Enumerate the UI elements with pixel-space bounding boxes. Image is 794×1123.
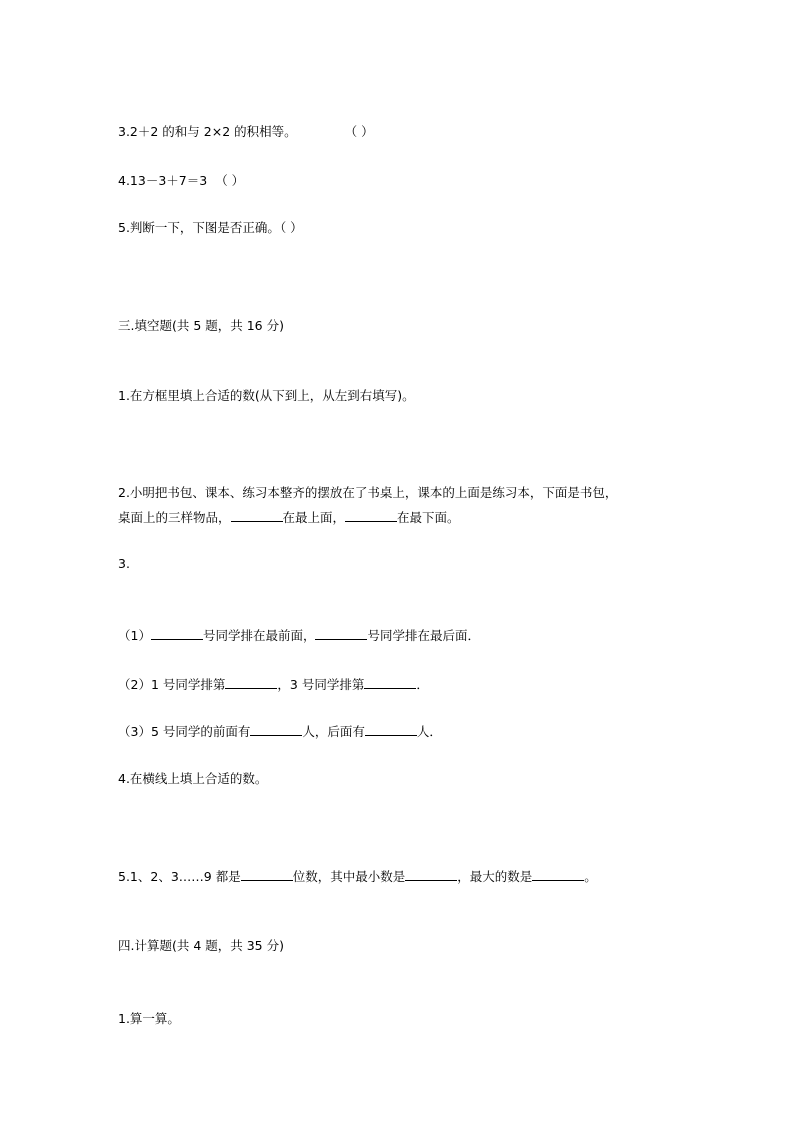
text: 在最下面。 <box>397 510 460 525</box>
text: 桌面上的三样物品， <box>118 510 231 525</box>
answer-blank[interactable] <box>241 868 293 881</box>
answer-blank[interactable] <box>151 627 203 640</box>
text: （3）5 号同学的前面有 <box>118 724 251 739</box>
text: 5.1、2、3……9 都是 <box>118 869 241 884</box>
fill-question-3-sub-2 <box>118 676 429 693</box>
answer-blank[interactable] <box>250 723 302 736</box>
fill-question-3-sub-3 <box>118 723 442 740</box>
answer-blank[interactable] <box>405 868 457 881</box>
answer-blank[interactable] <box>345 509 397 522</box>
section-3-heading: 三.填空题(共 5 题，共 16 分) <box>118 318 284 333</box>
fill-question-5 <box>118 868 597 885</box>
answer-blank[interactable] <box>315 627 367 640</box>
text: ，最大的数是 <box>457 869 533 884</box>
question-5-true-false <box>118 220 303 236</box>
text: 人，后面有 <box>302 724 365 739</box>
answer-blank[interactable] <box>225 676 277 689</box>
fill-question-2-line-2 <box>118 509 460 526</box>
text: 号同学排在最前面， <box>202 628 316 643</box>
answer-parentheses[interactable]: （ ） <box>215 173 245 188</box>
text: （1） <box>118 628 151 643</box>
question-text: 3.2＋2 的和与 2×2 的积相等。 <box>118 124 297 139</box>
text: 号同学排在最后面． <box>367 628 480 643</box>
question-text: 5.判断一下，下图是否正确。 <box>118 220 280 235</box>
answer-parentheses[interactable]: （ ） <box>279 220 303 235</box>
fill-question-4: 4.在横线上填上合适的数。 <box>118 771 268 786</box>
answer-blank[interactable] <box>532 868 584 881</box>
answer-blank[interactable] <box>365 723 417 736</box>
text: ，3 号同学排第 <box>277 677 365 692</box>
question-3-true-false <box>118 124 374 140</box>
question-text: 4.13－3＋7＝3 <box>118 173 208 188</box>
text: （2）1 号同学排第 <box>118 677 226 692</box>
fill-question-1: 1.在方框里填上合适的数(从下到上，从左到右填写)。 <box>118 388 415 403</box>
answer-blank[interactable] <box>364 676 416 689</box>
fill-question-2-line-1: 2.小明把书包、课本、练习本整齐的摆放在了书桌上，课本的上面是练习本，下面是书包， <box>118 485 618 500</box>
text: 。 <box>584 869 597 884</box>
answer-blank[interactable] <box>231 509 283 522</box>
text: 位数，其中最小数是 <box>292 869 406 884</box>
text: 在最上面， <box>282 510 346 525</box>
answer-parentheses[interactable]: （ ） <box>344 124 374 139</box>
text: ． <box>416 677 429 692</box>
fill-question-3-sub-1 <box>118 627 480 644</box>
calc-question-1: 1.算一算。 <box>118 1011 180 1026</box>
section-4-heading: 四.计算题(共 4 题，共 35 分) <box>118 938 284 953</box>
fill-question-3-label: 3. <box>118 556 130 571</box>
question-4-true-false <box>118 173 244 189</box>
text: 人． <box>416 724 442 739</box>
